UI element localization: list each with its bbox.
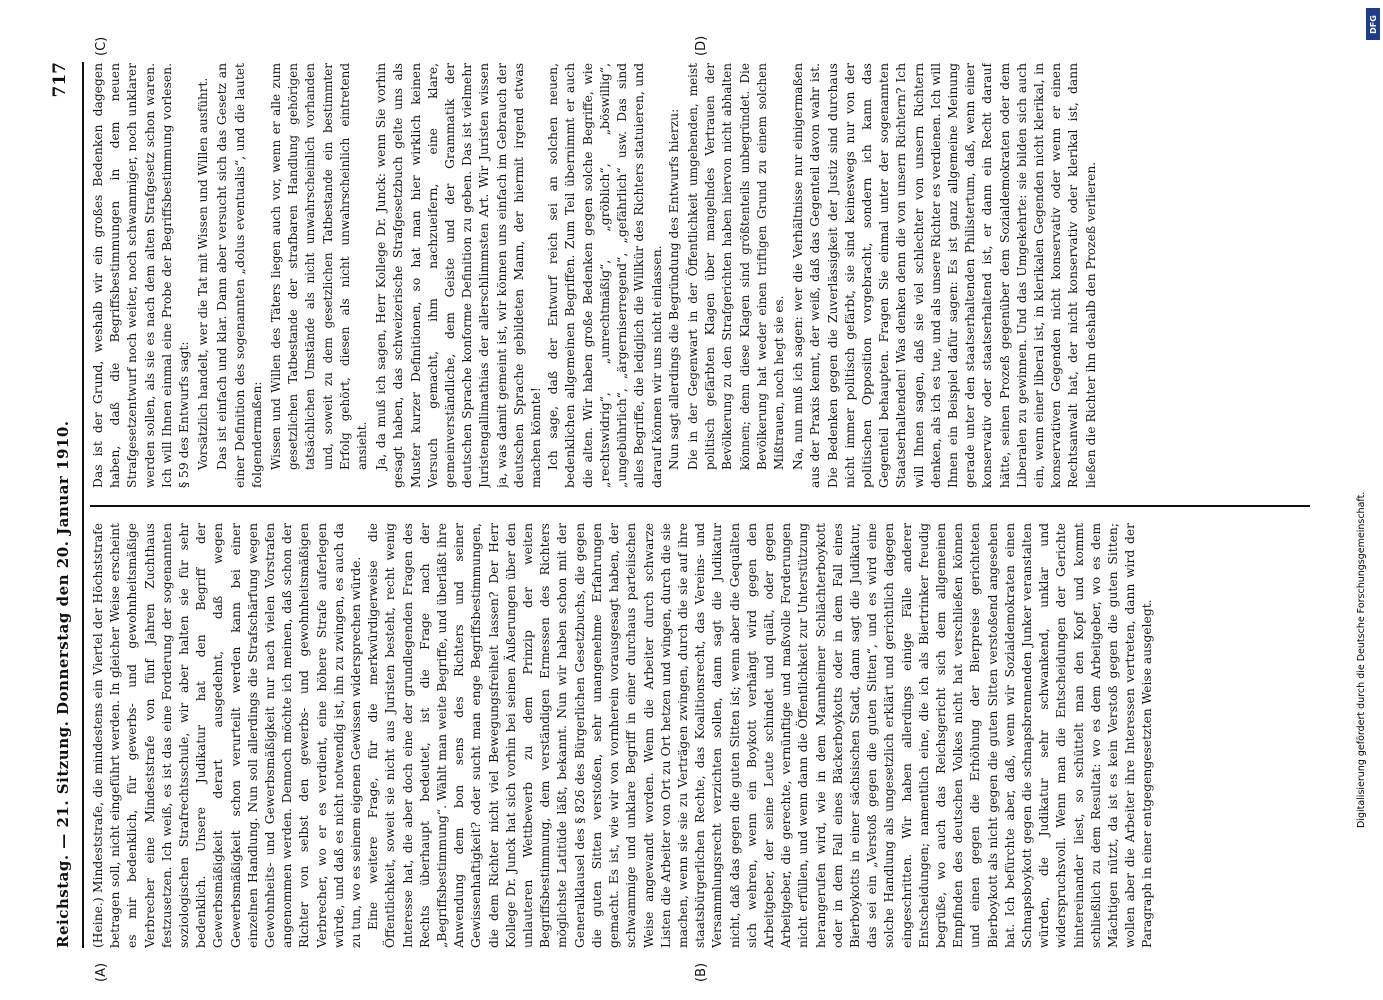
document-page: [46, 35, 1326, 982]
margin-marker-d: (D): [694, 35, 709, 56]
right-column: [90, 63, 1310, 488]
paragraph: Nun sagt allerdings die Begründung des Entwurfs hierzu:: [666, 108, 681, 470]
quote: Wissen und Willen des Täters liegen auch vor, wenn er alle zum gesetzlichen Tatbestande der strafbaren Handlung gehörigen tatsächlichen Umstände als nicht unwahrscheinlich vorhanden und, soweit zu dem gesetzlichen Tatbestande ein bestimmter Erfolg gehört, diesen als nicht unwahrscheinlich eintretend ansieht.: [269, 63, 370, 470]
quote: Die in der Gegenwart in der Öffentlichkeit umgehenden, meist politisch gefärbten Klagen über mangelndes Vertrauen der Bevölkerung zu den Strafgerichten haben hiervon nicht abhalten können; denn diese Klagen sind größtenteils unbegründet. Die Bevölkerung hat weder einen triftigen Grund zu einem solchen Mißtrauen, noch hegt sie es.: [685, 63, 786, 470]
quote: Vorsätzlich handelt, wer die Tat mit Wissen und Willen ausführt.: [196, 77, 211, 470]
header-rule: [82, 62, 84, 948]
logo-text: DFG: [1368, 14, 1378, 34]
paragraph: Das ist einfach und klar. Dann aber versucht sich das Gesetz an einer Definition des sogenannten „dolus eventualis“, und die lautet folgendermaßen:: [215, 63, 264, 488]
margin-marker-c: (C): [94, 36, 109, 56]
page-number: 717: [50, 62, 70, 98]
digitization-note: [1356, 8, 1378, 992]
header-title: Reichstag. — 21. Sitzung. Donnerstag den 20. Januar 1910.: [54, 420, 72, 948]
paragraph: Ich sage, daß der Entwurf reich sei an solchen neuen, bedenklichen allgemeinen Begriffen. Zum Teil übernimmt er auch die alten. Wir haben große Bedenken gegen solche Begriffe, wie „rechtswidrig“, „unrechtmäßig“, „gröblich“, „böswillig“, „ungebührlich“, „ärgerniserregend“, „gefährlich“ usw. Das sind alles Begriffe, die lediglich die Willkür des Richters statuieren, und darauf können wir uns nicht einlassen.: [546, 63, 664, 488]
paragraph: (Heine.) Mindeststrafe, die mindestens ein Viertel der Höchststrafe betragen soll, nicht eingeführt werden. In gleicher Weise erscheint es mir bedenklich, für gewerbs- und gewohnheitsmäßige Verbrecher eine Mindeststrafe von fünf Jahren Zuchthaus festzusetzen. Ich weiß, es ist das eine Forderung der sogenannten soziologischen Strafrechtsschule, wir aber halten sie für sehr bedenklich. Unsere Judikatur hat den Begriff der Gewerbsmäßigkeit derart ausgedehnt, daß wegen Gewerbsmäßigkeit schon verurteilt werden kann bei einer einzelnen Handlung. Nun soll allerdings die Strafschärfung wegen Gewohnheits- und Gewerbsmäßigkeit nur nach vielen Vorstrafen angenommen werden. Dennoch möchte ich meinen, daß schon der Richter von selbst den gewerbs- und gewohnheitsmäßigen Verbrecher, wo er es verdient, eine höhere Strafe auferlegen würde, und daß es nicht notwendig ist, ihn zu zwingen, es auch da zu tun, wo es seinem eigenen Gewissen widersprechen würde.: [91, 523, 364, 948]
page-header: [46, 62, 86, 948]
paragraph: Eine weitere Frage, für die merkwürdigerweise die Öffentlichkeit, soweit sie nicht aus Juristen besteht, recht wenig Interesse hat, die aber doch eine der grundlegenden Fragen des Rechts überhaupt bedeutet, ist die Frage nach der „Begriffsbestimmung“. Wählt man weite Begriffe, und überläßt ihre Anwendung dem bon sens des Richters und seiner Gewissenhaftigkeit? oder sucht man enge Begriffsbestimmungen, die dem Richter nicht viel Bewegungsfreiheit lassen? Der Herr Kollege Dr. Junck hat sich vorhin bei seinen Äußerungen über den unlauteren Wettbewerb zu dem Prinzip der weiten Begriffsbestimmung, dem verständigen Ermessen des Richters möglichste Latitüde läßt, bekannt. Nun wir haben schon mit der Generalklausel des § 826 des Bürgerlichen Gesetzbuchs, die gegen die guten Sitten verstoßen, sehr unangenehme Erfahrungen gemacht. Es ist, wie wir von vornherein vorausgesagt haben, der schwammige und unklare Begriff in einer durchaus parteiischen Weise angewandt worden. Wenn die Arbeiter durch schwarze Listen die Arbeiter von Ort zu Ort hetzen und wingen, durch die sie machen, wenn sie sie zu Verträgen zwingen, durch die sie auf ihre staatsbürgerlichen Rechte, das Koalitionsrecht, das Vereins- und Versammlungsrecht verzichten sollen, dann sagt die Judikatur nicht, daß das gegen die guten Sitten ist; wenn aber die Gequälten sich wehren, wenn ein Boykott verhängt wird gegen den Arbeitgeber, der seine Leute schindet und quält, oder gegen Arbeitgeber, die gerechte, vernünftige und maßvolle Forderungen nicht erfüllen, und wenn dann die Öffentlichkeit zur Unterstützung herangerufen wird, wie in dem Mannheimer Schlächterboykott oder in dem Fall eines Bäckerboykotts oder in dem Fall eines Bierboykotts in einer sächsischen Stadt, dann sagt die Judikatur, das sei ein „Verstoß gegen die guten Sitten“, und es wird eine solche Handlung als ungesetzlich erklärt und gerichtlich dagegen eingeschritten. Wir haben allerdings einige Fälle anderer Entscheidungen; namentlich eine, die ich als Biertrinker freudig begrüße, wo auch das Reichsgericht sich dem allgemeinen Empfinden des deutschen Volkes nicht hat verschließen können und einen gegen die Erhöhung der Bierpreise gerichteten Bierboykott als nicht gegen die guten Sitten verstoßend angesehen hat. Ich befürchte aber, daß, wenn wir Sozialdemokraten einen Schnapsboykott gegen die schnapsbrennenden Junker veranstalten würden, die Judikatur sehr schwankend, unklar und widerspruchsvoll. Wenn man die Entscheidungen der Gerichte hintereinander liest, so schüttelt man den Kopf und kommt schließlich zu dem Resultat: wo es dem Arbeitgeber, wo es dem Mächtigen nützt, da ist es kein Verstoß gegen die guten Sitten; wollen aber die Arbeiter ihre Interessen vertreten, dann wird der Paragraph in einer entgegengesetzten Weise ausgelegt.: [366, 523, 1155, 948]
paragraph: Na, nun muß ich sagen: wer die Verhältnisse nur einigermaßen aus der Praxis kennt, der weiß, daß das Gegenteil davon wahr ist. Die Bedenken gegen die Zuverlässigkeit der Justiz sind durchaus nicht immer politisch gefärbt, sie sind keineswegs nur von der politischen Opposition vorgebracht, sondern ich kann das Gegenteil behaupten. Fragen Sie einmal unter der sogenannten Staatserhaltenden! Was denken denn die von unsern Richtern? Ich will Ihnen sagen, daß sie viel schlechter von unsern Richtern denken, als ich es tue, und als unsere Richter es verdienen. Ich will Ihnen ein Beispiel dafür sagen: Es ist ganz allgemeine Meinung gerade unter den staatserhaltenden Philistertum, daß, wenn einer konservativ oder staatserhaltend ist, er dann ein Recht darauf hätte, seinen Prozeß gegenüber dem Sozialdemokraten oder dem Liberalen zu gewinnen. Und das Umgekehrte: sie bilden sich auch ein, wenn einer liberal ist, in klerikalen Gegenden nicht klerikal, in konservativen Gegenden nicht konservativ oder wenn er einen Rechtsanwalt hat, der nicht konservativ oder klerikal ist, dann ließen die Richter ihn deshalb den Prozeß verlieren.: [791, 63, 1098, 488]
paragraph: Das ist der Grund, weshalb wir ein großes Bedenken dagegen haben, daß die Begriffsbestimmungen in dem neuen Strafgesetzentwurf noch weiter, noch schwammiger, noch unklarer werden sollen, als sie es nach dem alten Strafgesetz schon waren. Ich will Ihnen einmal eine Probe der Begriffsbestimmung vorlesen. § 59 des Entwurfs sagt:: [91, 63, 192, 488]
digitization-note-text: Digitalisierung gefördert durch die Deutsche Forschungsgemeinschaft.: [1356, 491, 1367, 828]
margin-marker-b: (B): [694, 962, 709, 982]
margin-marker-a: (A): [94, 962, 109, 982]
left-column: [90, 523, 1310, 948]
column-divider: [90, 505, 1310, 507]
paragraph: Ja, da muß ich sagen, Herr Kollege Dr. Junck: wenn Sie vorhin gesagt haben, das schweizerische Strafgesetzbuch gelte uns als Muster kurzer Definitionen, so hat man hier wirklich keinen Versuch gemacht, ihm nachzueifern, eine klare, gemeinverständliche, dem Geiste und der Grammatik der deutschen Sprache konforme Definition zu geben. Das ist vielmehr Juristengallimathias der allerschlimmsten Art. Wir Juristen wissen ja, was damit gemeint ist, wir können uns einfach im Gebrauch der deutschen Sprache gebildeten Mann, der hiermit irgend etwas machen könnte!: [374, 63, 544, 488]
